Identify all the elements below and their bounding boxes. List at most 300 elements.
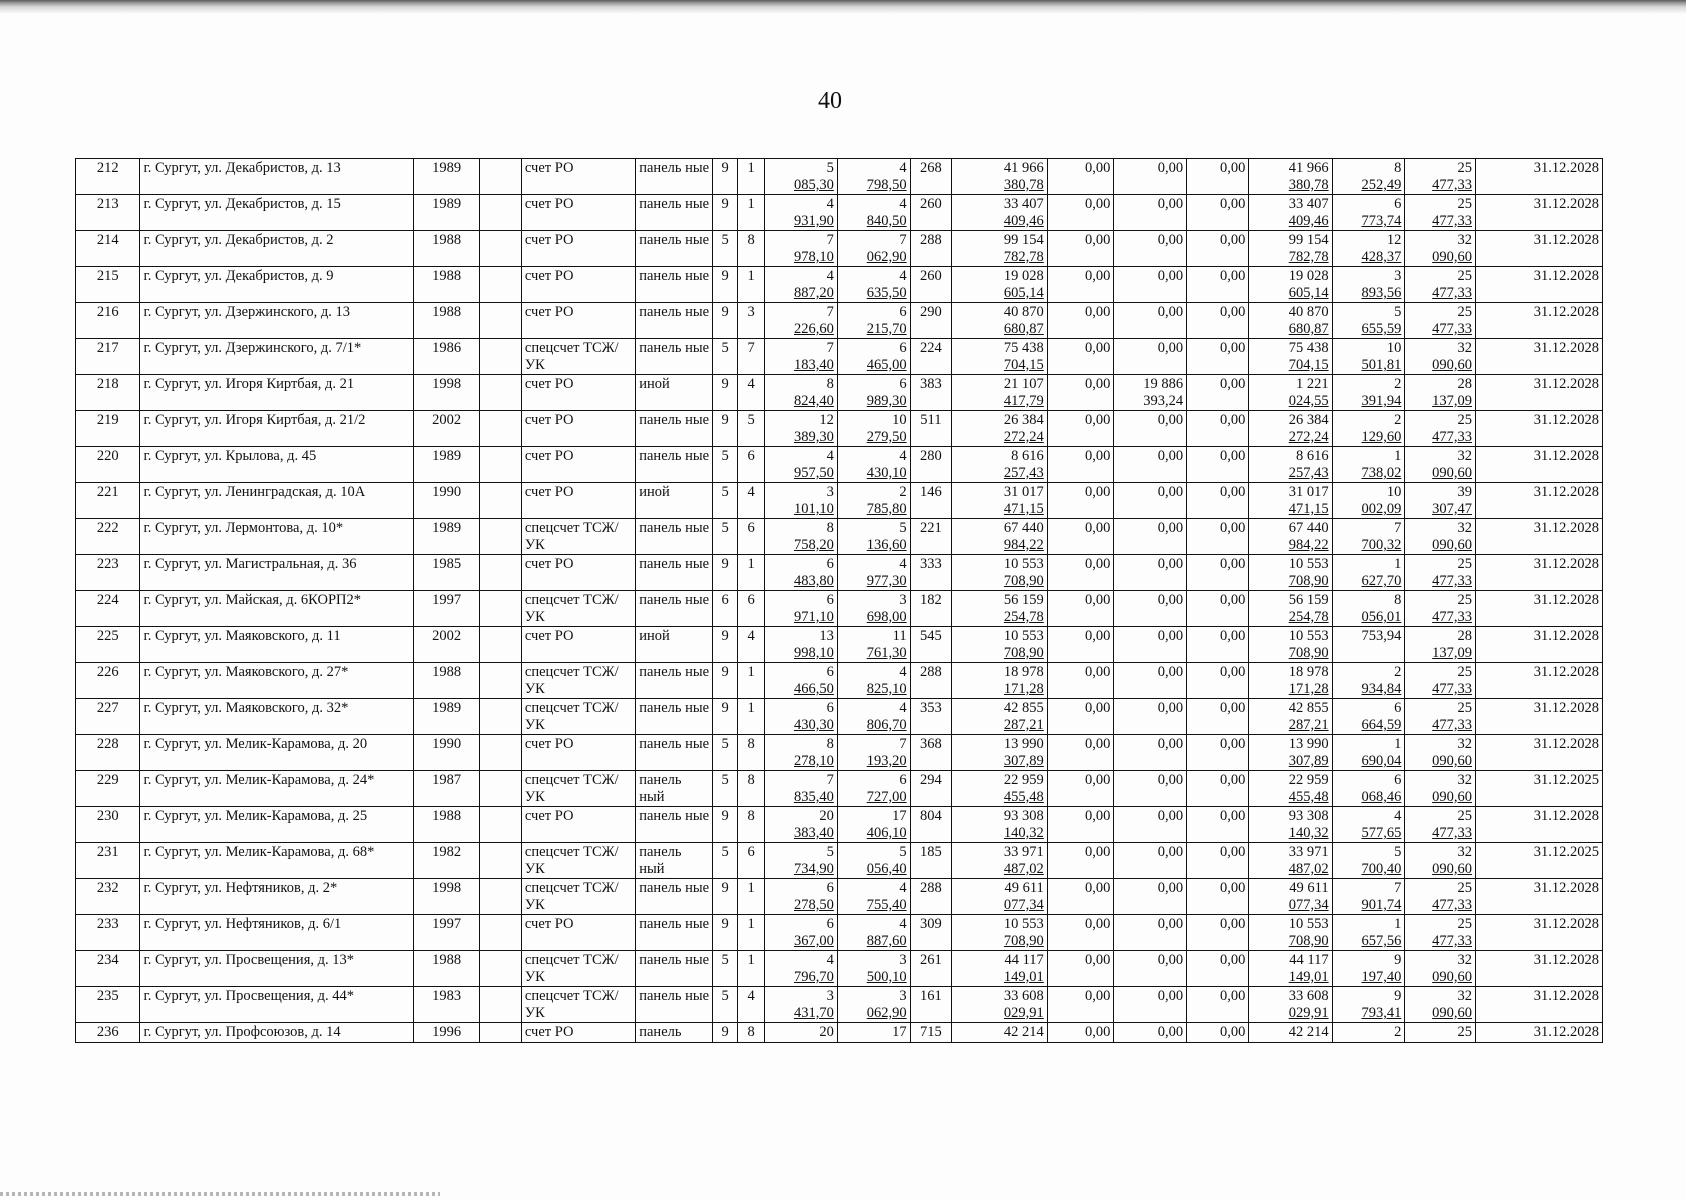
address-cell: г. Сургут, ул. Профсоюзов, д. 14 (140, 1023, 413, 1043)
owners-funds-cell (1249, 591, 1332, 627)
table-row (76, 951, 1603, 987)
deadline-cell: 31.12.2028 (1476, 267, 1603, 303)
fund-3-cell: 0,00 (1187, 303, 1249, 339)
value-line-2: 984,22 (1288, 537, 1329, 553)
fund-3-cell: 0,00 (1187, 195, 1249, 231)
value-line-2: 727,00 (866, 789, 907, 805)
value-line-1: 2 (1394, 1024, 1402, 1040)
floors-cell: 9 (713, 375, 738, 411)
fund-2-cell: 0,00 (1114, 915, 1187, 951)
table-row (76, 987, 1603, 1023)
value-line-2: 605,14 (1288, 285, 1329, 301)
living-area-cell (837, 951, 910, 987)
value-line-1: 6 (826, 700, 834, 716)
value-line-2: 798,50 (866, 177, 907, 193)
value-line-2: 002,09 (1361, 501, 1402, 517)
value-line-1: 49 611 (1289, 880, 1329, 896)
value-line-1: 22 959 (1003, 772, 1044, 788)
value-line-1: 18 978 (1288, 664, 1329, 680)
value-line-1: 7 (826, 772, 834, 788)
value-line-2: 389,30 (793, 429, 834, 445)
cost-per-sqm-cell (1332, 447, 1405, 483)
fund-3-cell: 0,00 (1187, 807, 1249, 843)
address-cell: г. Сургут, ул. Мелик-Карамова, д. 68* (140, 843, 413, 879)
value-line-2: 477,33 (1432, 177, 1472, 193)
build-year-cell: 1989 (413, 519, 480, 555)
empty-cell (480, 663, 522, 699)
cost-per-sqm-cell (1332, 1023, 1405, 1043)
fund-1-cell: 0,00 (1047, 483, 1114, 519)
owners-funds-cell (1249, 231, 1332, 267)
table-row (76, 699, 1603, 735)
entrances-cell: 6 (738, 519, 765, 555)
deadline-cell: 31.12.2028 (1476, 699, 1603, 735)
living-area-cell (837, 591, 910, 627)
total-cost-cell (952, 735, 1048, 771)
value-line-1: 10 (1386, 484, 1402, 500)
wall-material-cell: панель ные (636, 879, 713, 915)
value-line-2: 708,90 (1288, 573, 1329, 589)
value-line-2: 793,41 (1361, 1005, 1402, 1021)
entrances-cell: 1 (738, 159, 765, 195)
owners-funds-cell (1249, 627, 1332, 663)
total-cost-cell (952, 663, 1048, 699)
value-line-2: 934,84 (1361, 681, 1402, 697)
value-line-2: 090,60 (1432, 537, 1472, 553)
value-line-1: 17 (892, 808, 907, 824)
value-line-2: 090,60 (1432, 753, 1472, 769)
value-line-1: 75 438 (1288, 340, 1329, 356)
value-line-1: 6 (899, 340, 907, 356)
account-type-cell: спецсчет ТСЖ/УК (521, 699, 635, 735)
fund-2-cell: 0,00 (1114, 951, 1187, 987)
total-area-cell (765, 447, 838, 483)
value-line-1: 44 117 (1004, 952, 1044, 968)
table-row (76, 879, 1603, 915)
build-year-cell: 2002 (413, 411, 480, 447)
address-cell: г. Сургут, ул. Ленинградская, д. 10А (140, 483, 413, 519)
total-cost-cell (952, 375, 1048, 411)
value-line-1: 67 440 (1003, 520, 1044, 536)
wall-material-cell: иной (636, 375, 713, 411)
value-line-1: 9 (1394, 952, 1402, 968)
fund-1-cell: 0,00 (1047, 699, 1114, 735)
account-type-cell: счет РО (521, 735, 635, 771)
fund-3-cell: 0,00 (1187, 843, 1249, 879)
fund-3-cell: 0,00 (1187, 447, 1249, 483)
wall-material-cell: панель ный (636, 771, 713, 807)
value-line-1: 49 611 (1004, 880, 1044, 896)
wall-material-cell: панель ные (636, 555, 713, 591)
floors-cell: 5 (713, 951, 738, 987)
limit-cost-cell (1405, 951, 1476, 987)
build-year-cell: 1988 (413, 663, 480, 699)
floors-cell: 9 (713, 159, 738, 195)
cost-per-sqm-cell (1332, 699, 1405, 735)
value-line-1: 99 154 (1288, 232, 1329, 248)
address-cell: г. Сургут, ул. Лермонтова, д. 10* (140, 519, 413, 555)
value-line-2: 825,10 (866, 681, 907, 697)
address-cell: г. Сургут, ул. Игоря Киртбая, д. 21/2 (140, 411, 413, 447)
value-line-2: 193,20 (866, 753, 907, 769)
build-year-cell: 1988 (413, 267, 480, 303)
value-line-1: 25 (1457, 196, 1472, 212)
deadline-cell: 31.12.2028 (1476, 339, 1603, 375)
empty-cell (480, 447, 522, 483)
value-line-2: 409,46 (1003, 213, 1044, 229)
value-line-1: 2 (899, 484, 907, 500)
owners-funds-cell (1249, 447, 1332, 483)
value-line-2: 417,79 (1003, 393, 1044, 409)
total-area-cell (765, 807, 838, 843)
total-cost-cell (952, 231, 1048, 267)
cost-per-sqm-cell (1332, 843, 1405, 879)
page-number: 40 (818, 88, 842, 114)
fund-1-cell: 0,00 (1047, 231, 1114, 267)
value-line-2: 307,47 (1432, 501, 1472, 517)
value-line-2: 708,90 (1003, 933, 1044, 949)
owners-funds-cell (1249, 807, 1332, 843)
build-year-cell: 1988 (413, 807, 480, 843)
value-line-1: 6 (899, 304, 907, 320)
value-line-2: 090,60 (1432, 1005, 1472, 1021)
account-type-cell: спецсчет ТСЖ/УК (521, 879, 635, 915)
value-line-2: 785,80 (866, 501, 907, 517)
value-line-1: 7 (826, 232, 834, 248)
account-type-cell: спецсчет ТСЖ/УК (521, 771, 635, 807)
fund-3-cell: 0,00 (1187, 483, 1249, 519)
value-line-1: 33 608 (1003, 988, 1044, 1004)
value-line-2: 657,56 (1361, 933, 1402, 949)
floors-cell: 9 (713, 663, 738, 699)
residents-cell: 146 (910, 483, 952, 519)
total-cost-cell (952, 987, 1048, 1023)
wall-material-cell: панель ные (636, 195, 713, 231)
row-number: 222 (76, 519, 140, 555)
table-row (76, 447, 1603, 483)
value-line-1: 4 (899, 196, 907, 212)
value-line-1: 32 (1457, 844, 1472, 860)
scan-edge-bottom (0, 1192, 440, 1196)
value-line-2: 755,40 (866, 897, 907, 913)
value-line-2: 998,10 (793, 645, 834, 661)
cost-per-sqm-cell (1332, 951, 1405, 987)
row-number: 228 (76, 735, 140, 771)
value-line-2: 758,20 (793, 537, 834, 553)
empty-cell (480, 879, 522, 915)
row-number: 217 (76, 339, 140, 375)
build-year-cell: 1988 (413, 231, 480, 267)
living-area-cell (837, 915, 910, 951)
deadline-cell: 31.12.2028 (1476, 483, 1603, 519)
table-row (76, 915, 1603, 951)
residents-cell: 261 (910, 951, 952, 987)
value-line-1: 10 553 (1003, 628, 1044, 644)
total-area-cell (765, 771, 838, 807)
value-line-2: 380,78 (1288, 177, 1329, 193)
empty-cell (480, 195, 522, 231)
value-line-2: 029,91 (1003, 1005, 1044, 1021)
value-line-2: 090,60 (1432, 465, 1472, 481)
table-row (76, 159, 1603, 195)
value-line-1: 32 (1457, 988, 1472, 1004)
owners-funds-cell (1249, 735, 1332, 771)
value-line-2: 272,24 (1003, 429, 1044, 445)
value-line-2: 254,78 (1003, 609, 1044, 625)
living-area-cell (837, 483, 910, 519)
floors-cell: 9 (713, 267, 738, 303)
value-line-2: 977,30 (866, 573, 907, 589)
total-area-cell (765, 663, 838, 699)
total-cost-cell (952, 159, 1048, 195)
value-line-2: 984,22 (1003, 537, 1044, 553)
value-line-1: 10 553 (1288, 916, 1329, 932)
fund-2-cell: 0,00 (1114, 267, 1187, 303)
owners-funds-cell (1249, 699, 1332, 735)
build-year-cell: 1998 (413, 879, 480, 915)
deadline-cell: 31.12.2028 (1476, 519, 1603, 555)
floors-cell: 9 (713, 195, 738, 231)
residents-cell: 182 (910, 591, 952, 627)
limit-cost-cell (1405, 411, 1476, 447)
limit-cost-cell (1405, 627, 1476, 663)
value-line-1: 10 (1386, 340, 1402, 356)
value-line-1: 25 (1457, 1024, 1472, 1040)
owners-funds-cell (1249, 411, 1332, 447)
value-line-1: 4 (899, 664, 907, 680)
value-line-2: 477,33 (1432, 933, 1472, 949)
fund-1-cell: 0,00 (1047, 447, 1114, 483)
value-line-1: 25 (1457, 916, 1472, 932)
value-line-1: 10 553 (1288, 628, 1329, 644)
value-line-1: 39 (1457, 484, 1472, 500)
total-cost-cell (952, 807, 1048, 843)
deadline-cell: 31.12.2025 (1476, 771, 1603, 807)
value-line-1: 5 (1394, 304, 1402, 320)
value-line-2: 500,10 (866, 969, 907, 985)
value-line-2: 698,00 (866, 609, 907, 625)
address-cell: г. Сургут, ул. Декабристов, д. 9 (140, 267, 413, 303)
account-type-cell: счет РО (521, 555, 635, 591)
wall-material-cell: панель ные (636, 807, 713, 843)
value-line-1: 6 (899, 376, 907, 392)
value-line-1: 7 (899, 736, 907, 752)
value-line-1: 32 (1457, 736, 1472, 752)
empty-cell (480, 303, 522, 339)
value-line-2: 391,94 (1361, 393, 1402, 409)
wall-material-cell: панель ные (636, 699, 713, 735)
total-cost-cell (952, 627, 1048, 663)
empty-cell (480, 483, 522, 519)
value-line-1: 18 978 (1003, 664, 1044, 680)
living-area-cell (837, 267, 910, 303)
fund-2-cell: 0,00 (1114, 699, 1187, 735)
value-line-1: 4 (899, 448, 907, 464)
value-line-1: 3 (899, 988, 907, 1004)
value-line-2: 708,90 (1003, 573, 1044, 589)
entrances-cell: 5 (738, 411, 765, 447)
table-row (76, 375, 1603, 411)
build-year-cell: 1988 (413, 951, 480, 987)
value-line-1: 7 (826, 340, 834, 356)
fund-3-cell: 0,00 (1187, 915, 1249, 951)
limit-cost-cell (1405, 195, 1476, 231)
total-area-cell (765, 1023, 838, 1043)
value-line-2: 487,02 (1003, 861, 1044, 877)
value-line-1: 32 (1457, 772, 1472, 788)
value-line-1: 4 (826, 268, 834, 284)
fund-2-cell: 0,00 (1114, 879, 1187, 915)
table-row (76, 627, 1603, 663)
value-line-1: 20 (819, 1024, 834, 1040)
fund-1-cell: 0,00 (1047, 735, 1114, 771)
row-number: 214 (76, 231, 140, 267)
total-cost-cell (952, 1023, 1048, 1043)
build-year-cell: 1997 (413, 915, 480, 951)
total-area-cell (765, 735, 838, 771)
limit-cost-cell (1405, 555, 1476, 591)
value-line-1: 25 (1457, 808, 1472, 824)
living-area-cell (837, 375, 910, 411)
fund-3-cell: 0,00 (1187, 555, 1249, 591)
living-area-cell (837, 195, 910, 231)
residents-cell: 511 (910, 411, 952, 447)
deadline-cell: 31.12.2028 (1476, 195, 1603, 231)
wall-material-cell: иной (636, 483, 713, 519)
value-line-2: 183,40 (793, 357, 834, 373)
deadline-cell: 31.12.2028 (1476, 447, 1603, 483)
residents-cell: 715 (910, 1023, 952, 1043)
build-year-cell: 1982 (413, 843, 480, 879)
value-line-1: 42 214 (1003, 1024, 1044, 1040)
fund-1-cell: 0,00 (1047, 195, 1114, 231)
cost-per-sqm-cell (1332, 483, 1405, 519)
address-cell: г. Сургут, ул. Маяковского, д. 11 (140, 627, 413, 663)
entrances-cell: 1 (738, 879, 765, 915)
owners-funds-cell (1249, 663, 1332, 699)
fund-3-cell: 0,00 (1187, 375, 1249, 411)
residents-cell: 294 (910, 771, 952, 807)
limit-cost-cell (1405, 339, 1476, 375)
value-line-2: 171,28 (1288, 681, 1329, 697)
fund-1-cell: 0,00 (1047, 1023, 1114, 1043)
value-line-1: 3 (899, 952, 907, 968)
value-line-2: 431,70 (793, 1005, 834, 1021)
deadline-cell: 31.12.2028 (1476, 411, 1603, 447)
entrances-cell: 1 (738, 555, 765, 591)
value-line-1: 1 (1394, 736, 1402, 752)
fund-1-cell: 0,00 (1047, 807, 1114, 843)
scan-edge-top (0, 0, 1686, 14)
limit-cost-cell (1405, 735, 1476, 771)
value-line-1: 25 (1457, 268, 1472, 284)
wall-material-cell: панель ные (636, 411, 713, 447)
build-year-cell: 1990 (413, 735, 480, 771)
account-type-cell: счет РО (521, 231, 635, 267)
floors-cell: 5 (713, 339, 738, 375)
value-line-2: 254,78 (1288, 609, 1329, 625)
value-line-2: 197,40 (1361, 969, 1402, 985)
build-year-cell: 1989 (413, 447, 480, 483)
build-year-cell: 2002 (413, 627, 480, 663)
residents-cell: 280 (910, 447, 952, 483)
account-type-cell: спецсчет ТСЖ/УК (521, 591, 635, 627)
account-type-cell: счет РО (521, 267, 635, 303)
residents-cell: 804 (910, 807, 952, 843)
value-line-2: 782,78 (1003, 249, 1044, 265)
living-area-cell (837, 411, 910, 447)
build-year-cell: 1997 (413, 591, 480, 627)
value-line-1: 25 (1457, 412, 1472, 428)
value-line-2: 090,60 (1432, 969, 1472, 985)
value-line-2: 024,55 (1288, 393, 1329, 409)
total-cost-cell (952, 195, 1048, 231)
fund-2-cell: 0,00 (1114, 843, 1187, 879)
owners-funds-cell (1249, 843, 1332, 879)
value-line-2: 090,60 (1432, 789, 1472, 805)
row-number: 220 (76, 447, 140, 483)
floors-cell: 5 (713, 231, 738, 267)
address-cell: г. Сургут, ул. Майская, д. 6КОРП2* (140, 591, 413, 627)
wall-material-cell: панель ные (636, 591, 713, 627)
value-line-1: 67 440 (1288, 520, 1329, 536)
value-line-1: 28 (1457, 376, 1472, 392)
residents-cell: 290 (910, 303, 952, 339)
account-type-cell: спецсчет ТСЖ/УК (521, 663, 635, 699)
value-line-1: 12 (819, 412, 834, 428)
cost-per-sqm-cell (1332, 663, 1405, 699)
living-area-cell (837, 627, 910, 663)
limit-cost-cell (1405, 519, 1476, 555)
value-line-2: 477,33 (1432, 429, 1472, 445)
value-line-2: 287,21 (1003, 717, 1044, 733)
row-number: 219 (76, 411, 140, 447)
cost-per-sqm-cell (1332, 771, 1405, 807)
residents-cell: 368 (910, 735, 952, 771)
table-row (76, 519, 1603, 555)
owners-funds-cell (1249, 771, 1332, 807)
living-area-cell (837, 843, 910, 879)
value-line-1: 44 117 (1289, 952, 1329, 968)
value-line-2: 773,74 (1361, 213, 1402, 229)
fund-1-cell: 0,00 (1047, 987, 1114, 1023)
living-area-cell (837, 303, 910, 339)
value-line-1: 12 (1386, 232, 1402, 248)
value-line-1: 4 (899, 556, 907, 572)
living-area-cell (837, 699, 910, 735)
value-line-2: 483,80 (793, 573, 834, 589)
value-line-2: 380,78 (1003, 177, 1044, 193)
value-line-1: 32 (1457, 520, 1472, 536)
residents-cell: 333 (910, 555, 952, 591)
value-line-1: 8 (826, 520, 834, 536)
entrances-cell: 1 (738, 663, 765, 699)
limit-cost-cell (1405, 375, 1476, 411)
table-row (76, 555, 1603, 591)
empty-cell (480, 699, 522, 735)
owners-funds-cell (1249, 483, 1332, 519)
deadline-cell: 31.12.2028 (1476, 915, 1603, 951)
value-line-2: 149,01 (1288, 969, 1329, 985)
cost-per-sqm-cell (1332, 231, 1405, 267)
value-line-1: 26 384 (1003, 412, 1044, 428)
value-line-2: 056,01 (1361, 609, 1402, 625)
entrances-cell: 1 (738, 267, 765, 303)
total-area-cell (765, 339, 838, 375)
owners-funds-cell (1249, 195, 1332, 231)
cost-per-sqm-cell (1332, 339, 1405, 375)
residents-cell: 268 (910, 159, 952, 195)
